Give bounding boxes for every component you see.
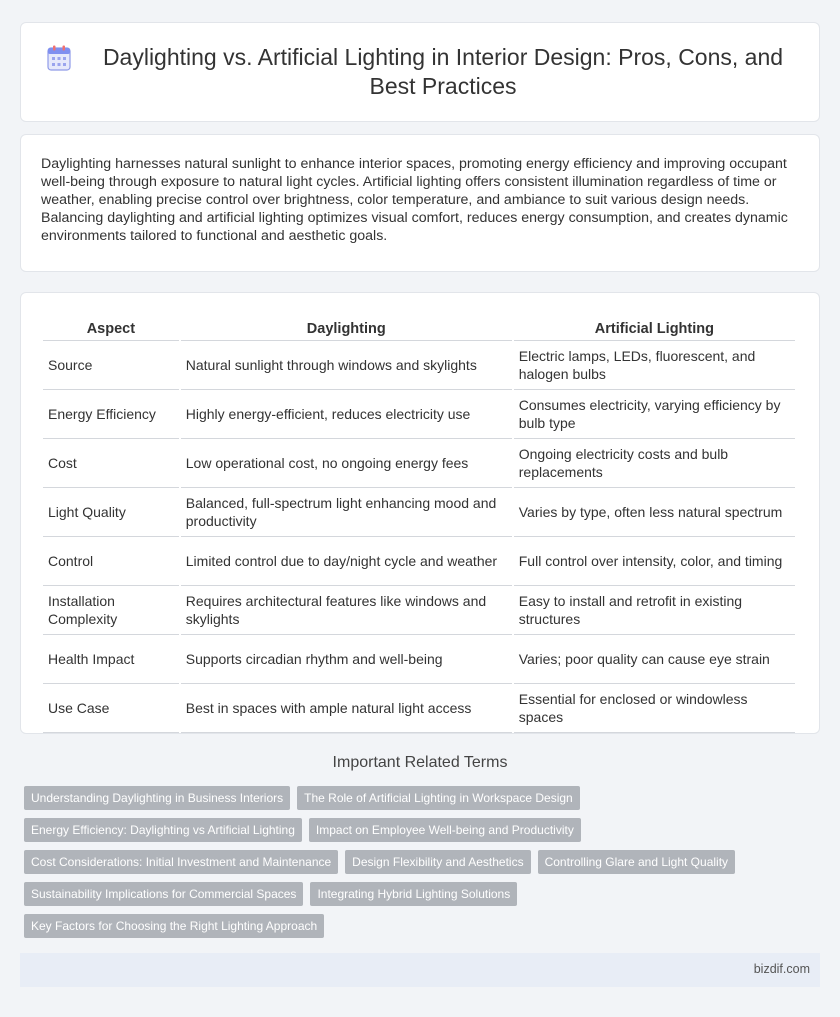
table-cell-daylighting: Limited control due to day/night cycle and weather xyxy=(181,537,512,586)
table-cell-artificial: Consumes electricity, varying efficiency by bulb type xyxy=(514,390,795,439)
comparison-table-card xyxy=(20,292,820,734)
table-row xyxy=(43,439,795,488)
table-cell-daylighting: Balanced, full-spectrum light enhancing mood and productivity xyxy=(181,488,512,537)
table-cell-aspect: Installation Complexity xyxy=(43,586,179,635)
table-cell-artificial: Ongoing electricity costs and bulb replacements xyxy=(514,439,795,488)
table-row xyxy=(43,341,795,390)
related-term-tag[interactable]: Sustainability Implications for Commercial Spaces xyxy=(24,882,303,906)
related-term-tag[interactable]: Energy Efficiency: Daylighting vs Artificial Lighting xyxy=(24,818,302,842)
column-header-aspect: Aspect xyxy=(43,313,179,341)
related-term-tag[interactable]: The Role of Artificial Lighting in Workspace Design xyxy=(297,786,580,810)
table-cell-daylighting: Low operational cost, no ongoing energy fees xyxy=(181,439,512,488)
related-terms-title: Important Related Terms xyxy=(332,754,508,771)
related-term-tag[interactable]: Controlling Glare and Light Quality xyxy=(538,850,735,874)
table-cell-daylighting: Requires architectural features like windows and skylights xyxy=(181,586,512,635)
table-cell-daylighting: Supports circadian rhythm and well-being xyxy=(181,635,512,684)
table-cell-artificial: Essential for enclosed or windowless spaces xyxy=(514,684,795,733)
table-cell-artificial: Varies by type, often less natural spectrum xyxy=(514,488,795,537)
table-row xyxy=(43,390,795,439)
table-cell-artificial: Varies; poor quality can cause eye strain xyxy=(514,635,795,684)
table-header-row xyxy=(43,313,795,341)
related-terms-list xyxy=(24,786,824,946)
page-title: Daylighting vs. Artificial Lighting in Interior Design: Pros, Cons, and Best Practices xyxy=(102,44,784,99)
comparison-table xyxy=(41,313,797,733)
table-cell-artificial: Full control over intensity, color, and timing xyxy=(514,537,795,586)
footer-site-link[interactable]: bizdif.com xyxy=(753,962,810,976)
table-row xyxy=(43,635,795,684)
table-cell-aspect: Energy Efficiency xyxy=(43,390,179,439)
table-row xyxy=(43,488,795,537)
table-cell-aspect: Use Case xyxy=(43,684,179,733)
related-term-tag[interactable]: Impact on Employee Well-being and Productivity xyxy=(309,818,581,842)
related-term-tag[interactable]: Design Flexibility and Aesthetics xyxy=(345,850,530,874)
header-card xyxy=(20,22,820,122)
calendar-icon xyxy=(47,45,71,71)
table-cell-daylighting: Best in spaces with ample natural light access xyxy=(181,684,512,733)
related-term-tag[interactable]: Cost Considerations: Initial Investment and Maintenance xyxy=(24,850,338,874)
table-cell-artificial: Easy to install and retrofit in existing structures xyxy=(514,586,795,635)
related-term-tag[interactable]: Key Factors for Choosing the Right Lighting Approach xyxy=(24,914,324,938)
table-cell-aspect: Cost xyxy=(43,439,179,488)
column-header-daylighting: Daylighting xyxy=(181,313,512,341)
table-cell-artificial: Electric lamps, LEDs, fluorescent, and halogen bulbs xyxy=(514,341,795,390)
table-row xyxy=(43,537,795,586)
table-row xyxy=(43,586,795,635)
table-row xyxy=(43,684,795,733)
column-header-artificial-lighting: Artificial Lighting xyxy=(514,313,795,341)
table-cell-aspect: Source xyxy=(43,341,179,390)
table-cell-aspect: Light Quality xyxy=(43,488,179,537)
intro-paragraph: Daylighting harnesses natural sunlight to enhance interior spaces, promoting energy efficiency and improving occupant well-being through exposure to natural light cycles. Artificial lighting offers consistent illumination regardless of time or weather, enabling precise control over brightness, color temperature, and ambiance to suit various design needs. Balancing daylighting and artificial lighting optimizes visual comfort, reduces energy consumption, and creates dynamic environments tailored to functional and aesthetic goals. xyxy=(41,156,788,244)
table-cell-aspect: Health Impact xyxy=(43,635,179,684)
table-cell-daylighting: Natural sunlight through windows and skylights xyxy=(181,341,512,390)
table-cell-daylighting: Highly energy-efficient, reduces electricity use xyxy=(181,390,512,439)
related-term-tag[interactable]: Integrating Hybrid Lighting Solutions xyxy=(310,882,517,906)
related-term-tag[interactable]: Understanding Daylighting in Business Interiors xyxy=(24,786,290,810)
table-cell-aspect: Control xyxy=(43,537,179,586)
intro-card xyxy=(20,134,820,272)
footer xyxy=(20,953,820,987)
